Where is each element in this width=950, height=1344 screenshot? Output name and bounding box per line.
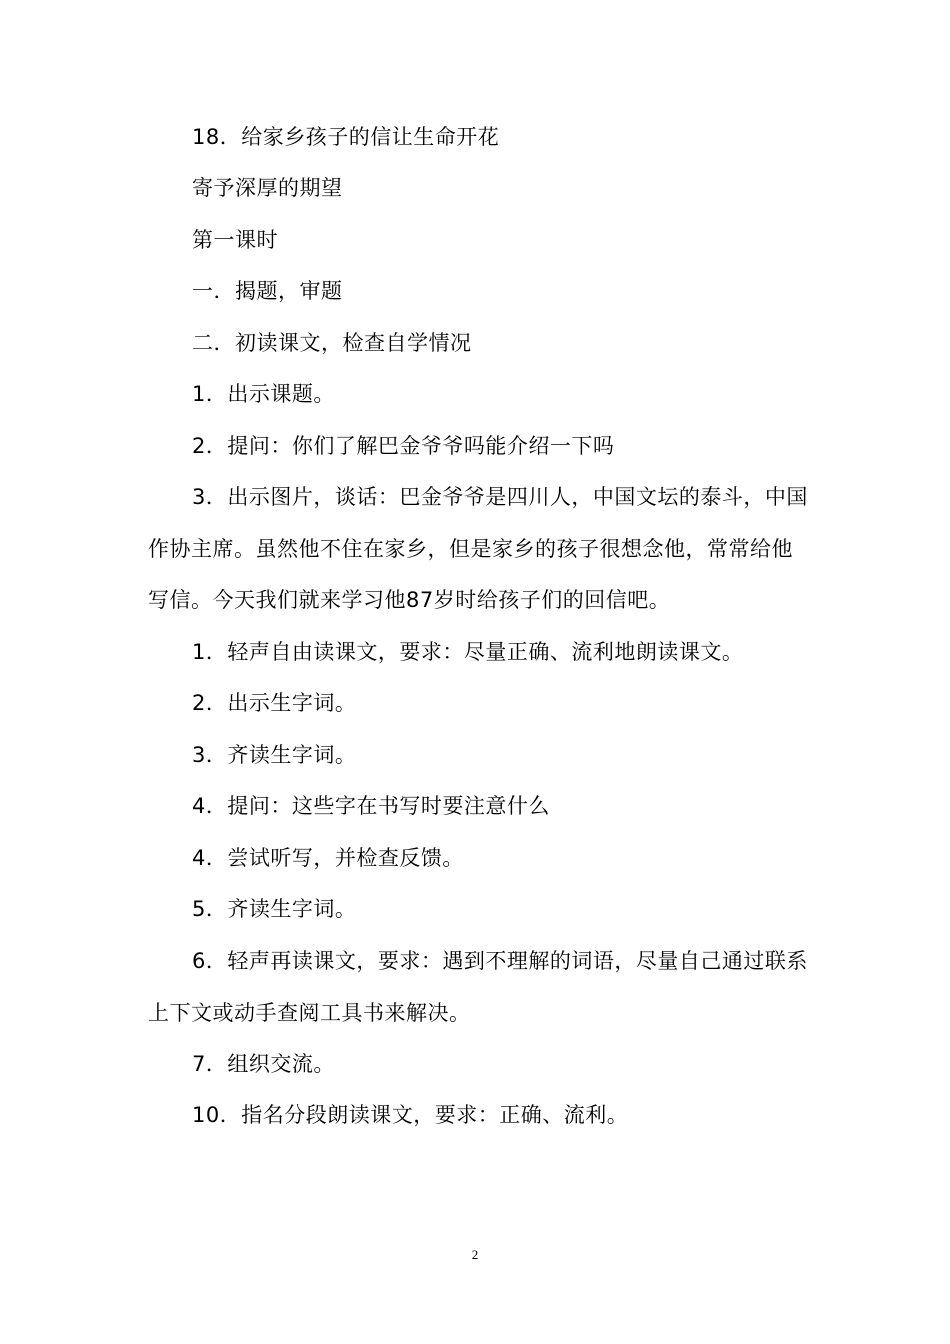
list-item: 3．出示图片，谈话：巴金爷爷是四川人，中国文坛的泰斗，中国作协主席。虽然他不住在家乡，但是家乡的孩子很想念他，常常给他写信。今天我们就来学习他87岁时给孩子们的回信吧。 — [148, 485, 808, 612]
list-item: 7．组织交流。 — [192, 1052, 335, 1076]
list-item: 6．轻声再读课文，要求：遇到不理解的词语，尽量自己通过联系上下文或动手查阅工具书来解决。 — [148, 949, 808, 1025]
lesson-title: 18．给家乡孩子的信让生命开花 — [192, 125, 500, 149]
lesson-period: 第一课时 — [192, 228, 278, 252]
section-heading: 二．初读课文，检查自学情况 — [192, 331, 472, 355]
list-item: 4．提问：这些字在书写时要注意什么 — [192, 794, 550, 818]
lesson-subtitle: 寄予深厚的期望 — [192, 176, 343, 200]
list-item: 2．出示生字词。 — [192, 691, 357, 715]
list-item: 3．齐读生字词。 — [192, 743, 357, 767]
list-item: 5．齐读生字词。 — [192, 897, 357, 921]
list-item: 4．尝试听写，并检查反馈。 — [192, 846, 464, 870]
list-item: 1．出示课题。 — [192, 382, 335, 406]
list-item: 10．指名分段朗读课文，要求：正确、流利。 — [192, 1103, 629, 1127]
list-item: 1．轻声自由读课文，要求：尽量正确、流利地朗读课文。 — [192, 640, 744, 664]
section-heading: 一．揭题，审题 — [192, 279, 343, 303]
list-item: 2．提问：你们了解巴金爷爷吗能介绍一下吗 — [192, 434, 615, 458]
page-number: 2 — [471, 1247, 479, 1262]
